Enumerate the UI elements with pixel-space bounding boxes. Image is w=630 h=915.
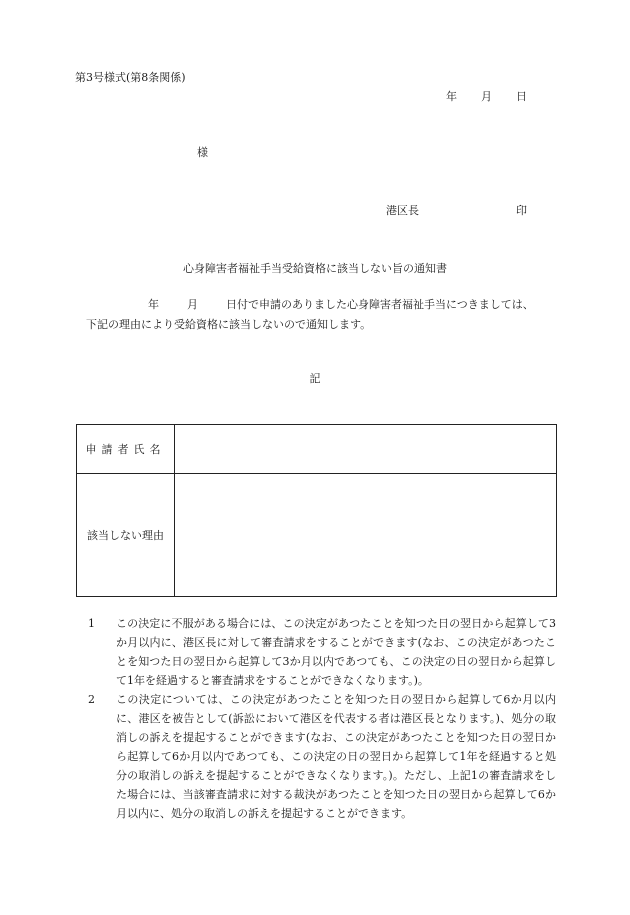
note-number: 2 [88,693,95,706]
addressee: 様 [197,146,208,159]
body-line1-rest: 日付で申請のありました心身障害者福祉手当につきましては、 [226,298,534,311]
sender-name: 港区長 [386,204,419,217]
note-item [86,614,556,690]
seal-mark: 印 [516,204,527,217]
body-month: 月 [187,298,198,311]
note-item [86,690,556,823]
form-number: 第3号様式(第8条関係) [75,71,186,84]
applicant-value[interactable] [175,425,557,474]
ki-heading: 記 [309,372,321,385]
body-line-2: 下記の理由により受給資格に該当しないので通知します。 [86,318,372,331]
note-number: 1 [88,617,95,630]
document-title: 心身障害者福祉手当受給資格に該当しない旨の通知書 [183,262,447,275]
applicant-label: 申請者氏名 [77,425,175,474]
date-day: 日 [516,90,527,103]
applicant-row [77,425,557,474]
note-text: この決定に不服がある場合には、この決定があつたことを知つた日の翌日から起算して3か月以内に、港区長に対して審査請求をすることができます(なお、この決定があつたことを知つた日の翌日から起算して3か月以内であつても、この決定の日の翌日から起算して1年を経過すると審査請求をすることができなくなります。)。 [116,617,556,687]
reason-row [77,474,557,597]
notes-list [86,614,556,823]
body-line-1 [148,296,534,312]
date-line [446,88,527,104]
form-table [76,424,557,597]
reason-value[interactable] [175,474,557,597]
note-text: この決定については、この決定があつたことを知つた日の翌日から起算して6か月以内に、港区を被告として(訴訟において港区を代表する者は港区長となります。)、処分の取消しの訴えを提起することができます(なお、この決定があつたことを知つた日の翌日から起算して6か月以内であつても、この決定の日の翌日から起算して1年を経過すると処分の取消しの訴えを提起することができなくなります。)。ただし、上記1の審査請求をした場合には、当該審査請求に対する裁決があつたことを知つた日の翌日から起算して6か月以内に、処分の取消しの訴えを提起することができます。 [116,693,556,820]
date-year: 年 [446,90,457,103]
body-year: 年 [148,298,159,311]
reason-label: 該当しない理由 [77,474,175,597]
date-month: 月 [481,90,492,103]
